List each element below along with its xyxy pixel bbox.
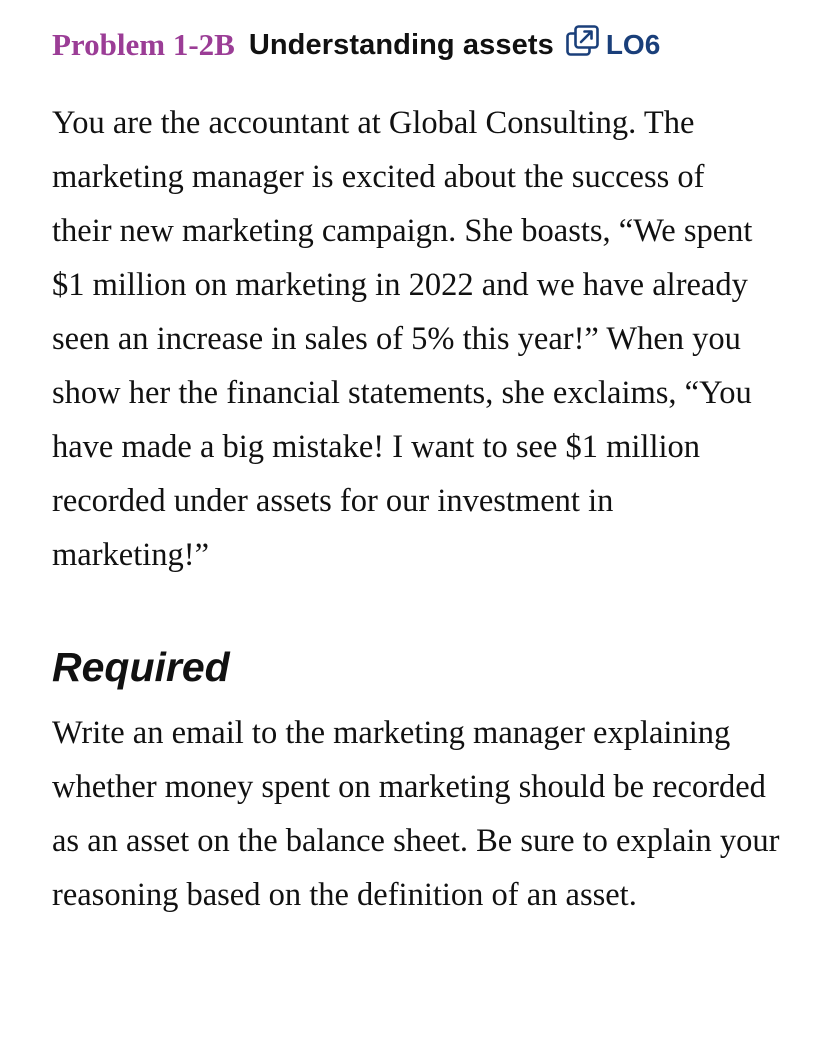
required-heading: Required (52, 644, 230, 690)
required-instructions: Write an email to the marketing manager explaining whether money spent on marketing should be recorded as an asset on the balance sheet. Be sure to explain your reasoning based on the definition of an asset. (52, 715, 780, 913)
learning-objective-link[interactable]: LO6 (605, 29, 661, 60)
problem-number: Problem 1-2B (52, 27, 235, 62)
problem-description: You are the accountant at Global Consulting. The marketing manager is excited about the success of their new marketing campaign. She boasts, “We spent $1 million on marketing in 2022 and we have already seen an increase in sales of 5% this year!” When you show her the financial statements, she exclaims, “You have made a big mistake! I want to see $1 million recorded under assets for our investment in marketing!” (52, 105, 753, 573)
external-link-icon[interactable] (566, 25, 600, 57)
problem-title: Understanding assets (248, 28, 554, 61)
problem-heading (52, 22, 804, 68)
